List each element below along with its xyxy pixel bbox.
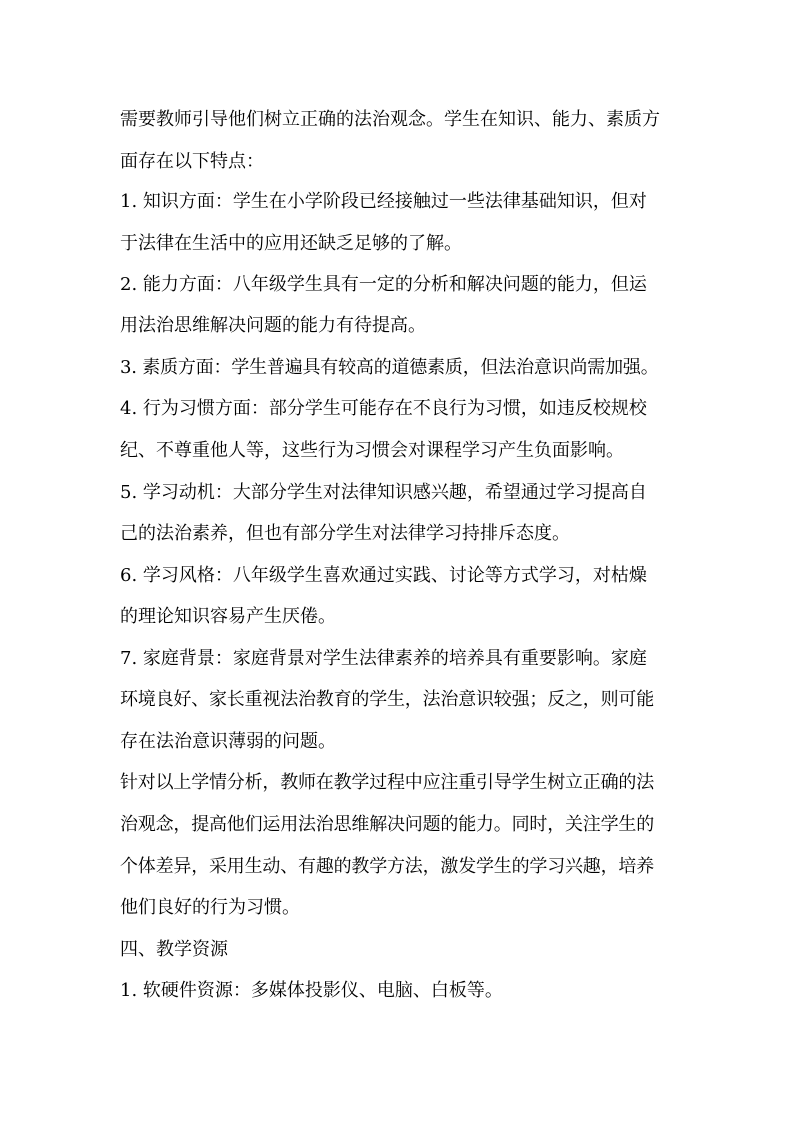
paragraph-line: 针对以上学情分析，教师在教学过程中应注重引导学生树立正确的法 xyxy=(120,772,654,793)
list-item-line: 4. 行为习惯方面：部分学生可能存在不良行为习惯，如违反校规校 xyxy=(120,398,647,419)
list-item-line: 的理论知识容易产生厌倦。 xyxy=(120,606,336,627)
list-item-line: 5. 学习动机：大部分学生对法律知识感兴趣，希望通过学习提高自 xyxy=(120,482,647,503)
list-item-line: 7. 家庭背景：家庭背景对学生法律素养的培养具有重要影响。家庭 xyxy=(120,648,647,669)
list-item-line: 2. 能力方面：八年级学生具有一定的分析和解决问题的能力，但运 xyxy=(120,274,647,295)
list-item-line: 6. 学习风格：八年级学生喜欢通过实践、讨论等方式学习，对枯燥 xyxy=(120,565,647,586)
list-item-line: 于法律在生活中的应用还缺乏足够的了解。 xyxy=(120,233,462,254)
list-item-line: 1. 知识方面：学生在小学阶段已经接触过一些法律基础知识，但对 xyxy=(120,191,647,212)
list-item-line: 己的法治素养，但也有部分学生对法律学习持排斥态度。 xyxy=(120,523,570,544)
paragraph-line: 面存在以下特点： xyxy=(120,151,264,172)
paragraph-line: 个体差异，采用生动、有趣的教学方法，激发学生的学习兴趣，培养 xyxy=(120,856,654,877)
list-item-line: 环境良好、家长重视法治教育的学生，法治意识较强；反之，则可能 xyxy=(120,689,654,710)
list-item-line: 3. 素质方面：学生普遍具有较高的道德素质，但法治意识尚需加强。 xyxy=(120,357,659,378)
paragraph-line: 治观念，提高他们运用法治思维解决问题的能力。同时，关注学生的 xyxy=(120,814,654,835)
list-item-line: 存在法治意识薄弱的问题。 xyxy=(120,731,336,752)
list-item-line: 用法治思维解决问题的能力有待提高。 xyxy=(120,315,426,336)
section-heading: 四、教学资源 xyxy=(120,939,228,960)
paragraph-line: 需要教师引导他们树立正确的法治观念。学生在知识、能力、素质方 xyxy=(120,109,660,130)
list-item-line: 1. 软硬件资源：多媒体投影仪、电脑、白板等。 xyxy=(120,980,503,1001)
list-item-line: 纪、不尊重他人等，这些行为习惯会对课程学习产生负面影响。 xyxy=(120,440,624,461)
paragraph-line: 他们良好的行为习惯。 xyxy=(120,897,300,918)
